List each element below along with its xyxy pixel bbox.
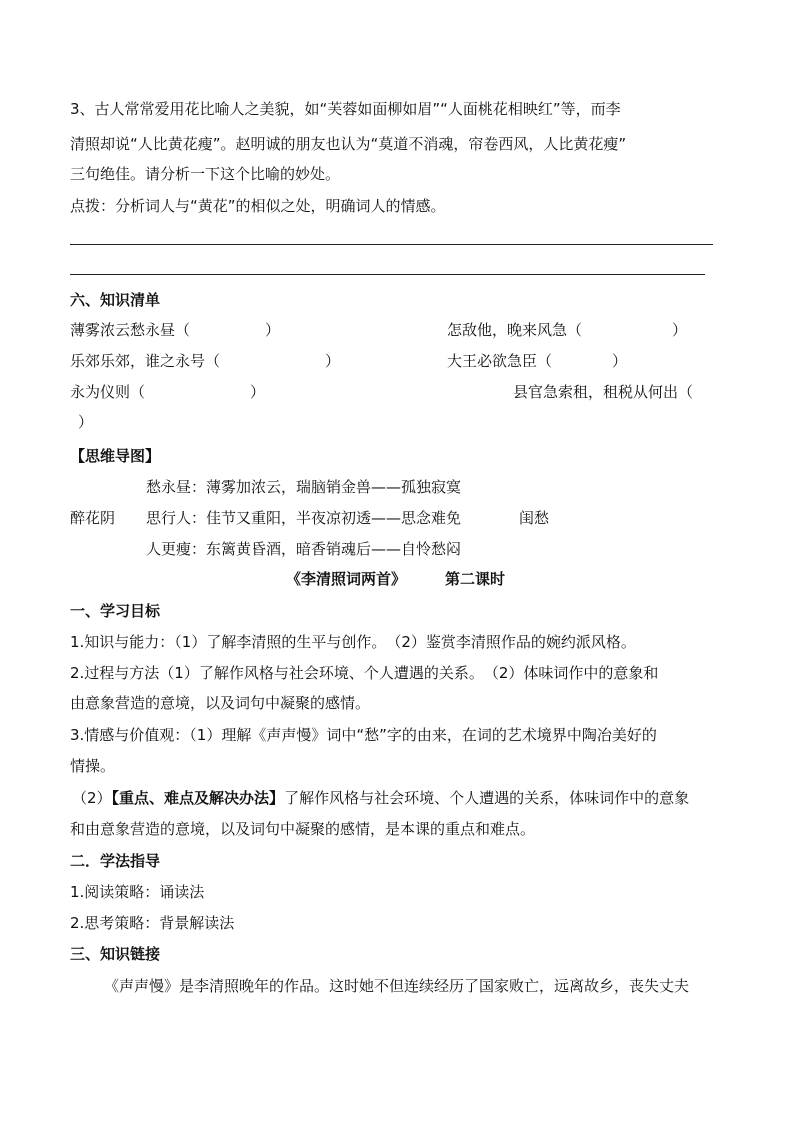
- mindmap-branch: 人更瘦：东篱黄昏酒，暗香销魂后——自怜愁闷: [146, 540, 462, 558]
- knowledge-item: 乐郊乐郊，谁之永号（ ）: [70, 352, 341, 370]
- knowledge-item: 薄雾浓云愁永昼（ ）: [70, 321, 281, 339]
- goal-4-prefix: （2）: [72, 789, 112, 807]
- method-item-2: 2.思考策略：背景解读法: [70, 914, 235, 932]
- mindmap-root: 醉花阴: [70, 509, 116, 527]
- goal-1: 1.知识与能力：（1）了解李清照的生平与创作。 （2）鉴赏李清照作品的婉约派风格。: [70, 633, 636, 651]
- section-heading-link: 三、知识链接: [70, 945, 161, 963]
- method-item-1: 1.阅读策略：诵读法: [70, 883, 205, 901]
- goal-3-line-2: 情操。: [70, 757, 116, 775]
- answer-line-2: [70, 274, 705, 275]
- goal-4-text: 了解作风格与社会环境、个人遭遇的关系，体味词作中的意象: [284, 789, 690, 807]
- goal-4-line-1: [72, 788, 689, 808]
- lesson-subtitle: 第二课时: [445, 570, 506, 588]
- goal-2-line-2: 由意象营造的意境，以及词句中凝聚的感情。: [70, 694, 371, 712]
- answer-line-1: [70, 244, 713, 245]
- knowledge-item: ）: [78, 413, 94, 431]
- goal-4-line-2: 和由意象营造的意境，以及词句中凝聚的感情，是本课的重点和难点。: [70, 820, 536, 838]
- knowledge-item: 县官急索租，租税从何出（: [513, 383, 694, 401]
- mindmap-branch: 愁永昼：薄雾加浓云，瑞脑销金兽——孤独寂寞: [146, 478, 462, 496]
- link-paragraph-1: 《声声慢》是李清照晚年的作品。这时她不但连续经历了国家败亡，远离故乡，丧失丈夫: [104, 977, 690, 995]
- goal-4-bold-label: 【重点、难点及解决办法】: [111, 789, 285, 807]
- mindmap-branch: 思行人：佳节又重阳，半夜凉初透——思念难免: [146, 509, 462, 527]
- section-heading-method: 二．学法指导: [70, 852, 161, 870]
- knowledge-item: 怎敌他，晚来风急（ ）: [447, 321, 688, 339]
- q3-line-3: 三句绝佳。请分析一下这个比喻的妙处。: [70, 165, 341, 183]
- lesson-title: 《李清照词两首》: [286, 570, 407, 588]
- goal-3-line-1: 3.情感与价值观：（1）理解《声声慢》词中“愁”字的由来，在词的艺术境界中陶冶美好的: [70, 726, 657, 744]
- q3-hint: 点拨：分析词人与“黄花”的相似之处，明确词人的情感。: [70, 197, 446, 215]
- q3-line-1: 3、古人常常爱用花比喻人之美貌，如“芙蓉如面柳如眉”“人面桃花相映红”等，而李: [70, 100, 621, 118]
- mindmap-heading: 【思维导图】: [70, 447, 161, 465]
- section-heading-knowledge-list: 六、知识清单: [70, 291, 161, 309]
- q3-line-2: 清照却说“人比黄花瘦”。赵明诚的朋友也认为“莫道不消魂，帘卷西风，人比黄花瘦”: [70, 135, 627, 153]
- knowledge-item: 永为仪则（ ）: [70, 383, 266, 401]
- mindmap-summary: 闺愁: [519, 509, 550, 527]
- knowledge-item: 大王必欲急臣（ ）: [447, 352, 628, 370]
- section-heading-goals: 一、学习目标: [70, 602, 161, 620]
- goal-2-line-1: 2.过程与方法（1）了解作风格与社会环境、个人遭遇的关系。 （2）体味词作中的意象和: [70, 664, 659, 682]
